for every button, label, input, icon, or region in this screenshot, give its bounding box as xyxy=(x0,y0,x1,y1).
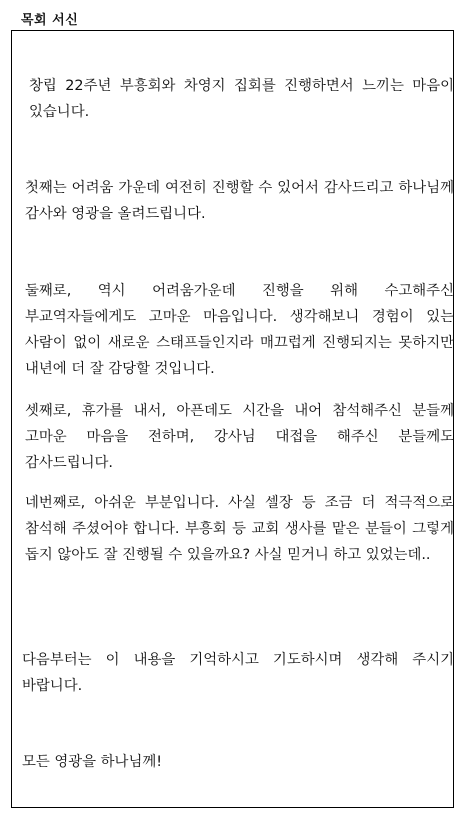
paragraph-fourth: 네번째로, 아쉬운 부분입니다. 사실 셀장 등 조금 더 적극적으로 참석해 주셨어야 합니다. 부흥회 등 교회 생사를 맡은 분들이 그렇게 돕지 않아도 잘 진행될 수 있을까요? 사실 믿거니 하고 있었는데.. xyxy=(25,495,454,563)
paragraph-doxology: 모든 영광을 하나님께! xyxy=(22,754,163,770)
paragraph-third: 셋째로, 휴가를 내서, 아픈데도 시간을 내어 참석해주신 분들께 고마운 마음을 전하며, 강사님 대접을 해주신 분들께도 감사드립니다. xyxy=(25,403,454,471)
paragraph-intro: 창립 22주년 부흥회와 차영지 집회를 진행하면서 느끼는 마음이 있습니다. xyxy=(29,78,454,120)
paragraph-first: 첫째는 어려움 가운데 여전히 진행할 수 있어서 감사드리고 하나님께 감사와 영광을 올려드립니다. xyxy=(25,180,454,222)
paragraph-closing-request: 다음부터는 이 내용을 기억하시고 기도하시며 생각해 주시기 바랍니다. xyxy=(22,652,454,694)
paragraph-second: 둘째로, 역시 어려움가운데 진행을 위해 수고해주신 부교역자들에게도 고마운 마음입니다. 생각해보니 경험이 있는 사람이 없이 새로운 스태프들인지라 매끄럽게 진행되지는 못하지만 내년에 더 잘 감당할 것입니다. xyxy=(25,283,454,377)
page-title: 목회 서신 xyxy=(21,13,79,28)
